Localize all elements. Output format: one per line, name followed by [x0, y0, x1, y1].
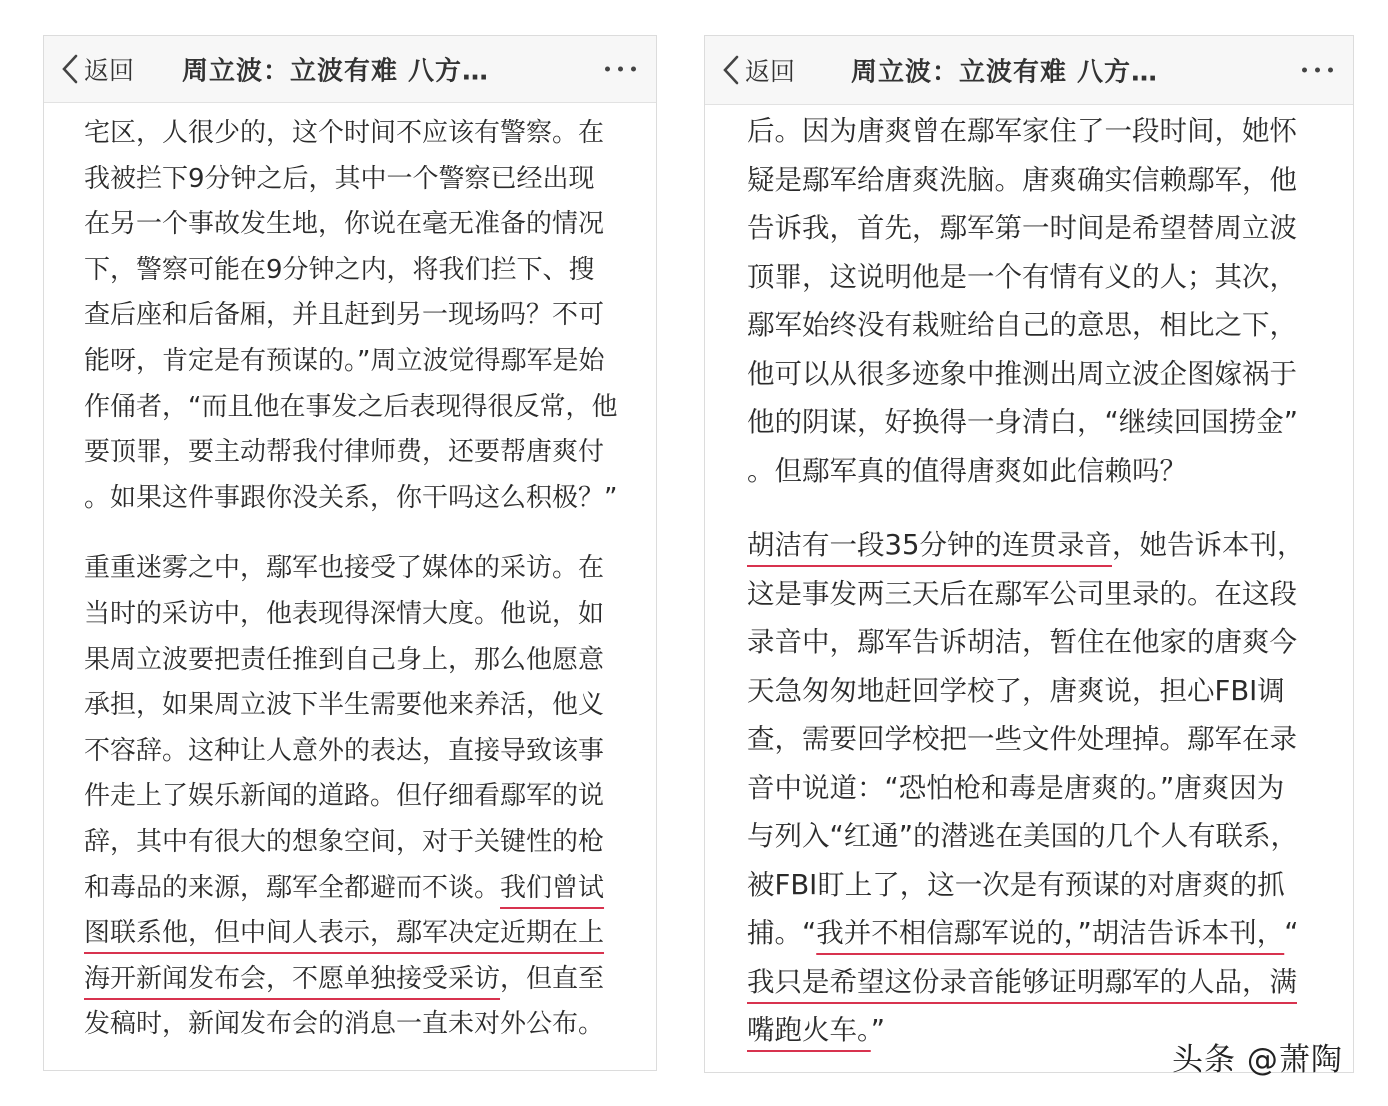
paragraph: [84, 546, 656, 1048]
text-segment: 重重迷雾之中，鄢军也接受了媒体的采访。在: [84, 553, 605, 584]
text-line: [747, 350, 1353, 399]
text-line: [84, 546, 656, 592]
text-segment: 录音中，鄢军告诉胡洁，暂住在他家的唐爽今: [747, 626, 1297, 658]
text-line: [747, 667, 1353, 716]
article-body: [705, 107, 1353, 1055]
text-line: [747, 958, 1353, 1007]
text-line: [84, 592, 656, 638]
text-line: [747, 253, 1353, 302]
chevron-left-icon: [721, 54, 741, 86]
underlined-text: 我们曾试: [500, 872, 605, 903]
text-line: [747, 447, 1353, 496]
back-label: 返回: [745, 57, 796, 86]
text-segment: 辞，其中有很大的想象空间，对于关键性的枪: [84, 826, 605, 857]
text-line: [84, 248, 656, 294]
text-line: [747, 618, 1353, 667]
article-screenshot-left: [43, 35, 657, 1071]
text-segment: 在另一个事故发生地，你说在毫无准备的情况: [84, 209, 605, 240]
article-title: 周立波：立波有难 八方…: [182, 56, 490, 87]
text-line: [747, 909, 1353, 958]
text-segment: 疑是鄢军给唐爽洗脑。唐爽确实信赖鄢军，他: [747, 163, 1297, 196]
text-segment: 宅区，人很少的，这个时间不应该有警察。在: [84, 118, 605, 148]
more-menu-button[interactable]: [1302, 68, 1333, 73]
text-segment: 和毒品的来源，鄢军全都避而不谈。: [84, 872, 501, 903]
text-segment: 天急匆匆地赶回学校了，唐爽说，担心FBI调: [747, 674, 1285, 707]
dot-icon: [1328, 68, 1333, 73]
back-button[interactable]: [60, 51, 134, 87]
paragraph: [747, 107, 1353, 495]
text-segment: 他可以从很多迹象中推测出周立波企图嫁祸于: [747, 357, 1297, 390]
text-line: [747, 107, 1353, 156]
watermark: 头条 @萧陶: [1172, 1042, 1343, 1078]
text-segment: 查后座和后备厢，并且赶到另一现场吗？不可: [84, 300, 605, 331]
dot-icon: [1302, 68, 1307, 73]
text-segment: 承担，如果周立波下半生需要他来养活，他义: [84, 690, 605, 721]
text-segment: 查，需要回学校把一些文件处理掉。鄢军在录: [747, 723, 1297, 755]
paragraph: [84, 111, 656, 521]
underlined-text: 图联系他，但中间人表示，鄢军决定近期在上: [84, 918, 605, 949]
text-line: [747, 204, 1353, 253]
text-segment: 捕。“: [747, 917, 817, 949]
text-line: [84, 638, 656, 684]
text-segment: ”: [870, 1014, 885, 1046]
text-line: [84, 774, 656, 820]
back-button[interactable]: [721, 52, 795, 88]
nav-header: [44, 36, 656, 103]
text-line: [84, 339, 656, 385]
text-line: [747, 521, 1353, 570]
underlined-text: 海开新闻发布会，不愿单独接受采访: [84, 963, 501, 994]
text-line: [747, 398, 1353, 447]
text-segment: 告诉我，首先，鄢军第一时间是希望替周立波: [747, 212, 1297, 244]
text-segment: 音中说道：“恐怕枪和毒是唐爽的。”唐爽因为: [747, 771, 1285, 804]
text-line: [747, 764, 1353, 813]
text-segment: 果周立波要把责任推到自己身上，那么他愿意: [84, 644, 605, 675]
text-line: [84, 1002, 656, 1048]
back-label: 返回: [84, 56, 135, 85]
text-line: [747, 861, 1353, 910]
article-screenshot-right: [704, 35, 1354, 1073]
text-line: [84, 157, 656, 203]
text-segment: 他的阴谋，好换得一身清白，“继续回国捞金”: [747, 406, 1298, 438]
text-line: [84, 866, 656, 912]
more-menu-button[interactable]: [605, 67, 636, 72]
text-segment: “: [1284, 917, 1299, 949]
dot-icon: [1315, 68, 1320, 73]
text-line: [84, 729, 656, 775]
text-line: [84, 911, 656, 957]
text-line: [84, 820, 656, 866]
text-segment: 下，警察可能在9分钟之内，将我们拦下、搜: [84, 254, 595, 285]
text-segment: ，但直至: [500, 963, 605, 994]
text-segment: 。如果这件事跟你没关系，你干吗这么积极？”: [84, 482, 618, 513]
text-segment: 被FBI盯上了，这一次是有预谋的对唐爽的抓: [747, 868, 1285, 901]
text-segment: 能呀，肯定是有预谋的。”周立波觉得鄢军是始: [84, 345, 605, 376]
underlined-text: 我只是希望这份录音能够证明鄢军的人品，满: [747, 965, 1297, 998]
text-segment: 后。因为唐爽曾在鄢军家住了一段时间，她怀: [747, 115, 1297, 147]
text-segment: 当时的采访中，他表现得深情大度。他说，如: [84, 598, 605, 629]
text-segment: 鄢军始终没有栽赃给自己的意思，相比之下，: [747, 309, 1297, 341]
text-segment: 要顶罪，要主动帮我付律师费，还要帮唐爽付: [84, 437, 605, 468]
text-segment: ，她告诉本刊，: [1112, 529, 1305, 561]
text-line: [84, 430, 656, 476]
text-segment: 不容辞。这种让人意外的表达，直接导致该事: [84, 735, 605, 766]
text-segment: 件走上了娱乐新闻的道路。但仔细看鄢军的说: [84, 781, 605, 812]
paragraph: [747, 521, 1353, 1055]
article-title: 周立波：立波有难 八方…: [851, 57, 1159, 88]
text-line: [84, 202, 656, 248]
underlined-text: 胡洁有一段35分钟的连贯录音: [747, 529, 1112, 561]
text-segment: 发稿时，新闻发布会的消息一直未对外公布。: [84, 1009, 605, 1040]
text-line: [84, 111, 656, 157]
chevron-left-icon: [60, 53, 80, 85]
text-segment: 。但鄢军真的值得唐爽如此信赖吗？: [747, 454, 1187, 487]
article-body: [44, 111, 656, 1048]
text-line: [747, 570, 1353, 619]
text-segment: 作俑者，“而且他在事发之后表现得很反常，他: [84, 391, 618, 422]
text-segment: 这是事发两三天后在鄢军公司里录的。在这段: [747, 577, 1297, 610]
text-line: [84, 293, 656, 339]
underlined-text: 嘴跑火车。: [747, 1014, 871, 1046]
text-line: [747, 812, 1353, 861]
text-segment: 顶罪，这说明他是一个有情有义的人；其次，: [747, 260, 1297, 293]
underlined-text: 我并不相信鄢军说的，”胡洁告诉本刊，: [816, 917, 1285, 949]
text-line: [84, 957, 656, 1003]
text-line: [84, 385, 656, 431]
text-line: [84, 476, 656, 522]
text-line: [747, 715, 1353, 764]
text-line: [747, 156, 1353, 205]
nav-header: [705, 36, 1353, 105]
dot-icon: [631, 67, 636, 72]
text-line: [84, 683, 656, 729]
dot-icon: [618, 67, 623, 72]
text-line: [747, 301, 1353, 350]
text-segment: 我被拦下9分钟之后，其中一个警察已经出现: [84, 163, 595, 194]
dot-icon: [605, 67, 610, 72]
text-segment: 与列入“红通”的潜逃在美国的几个人有联系，: [747, 820, 1298, 852]
